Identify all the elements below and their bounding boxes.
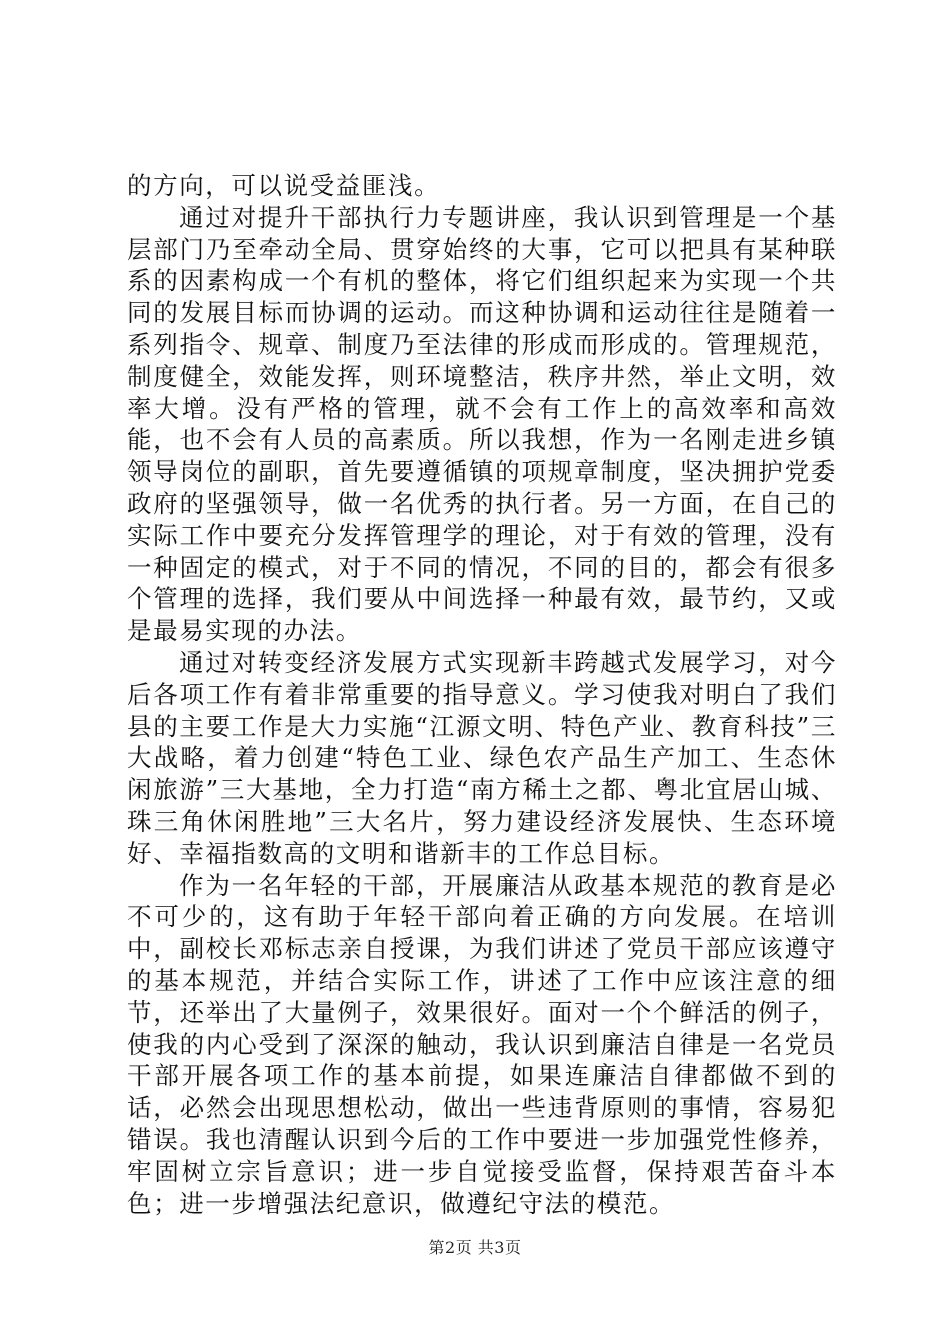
paragraph-3: 通过对转变经济发展方式实现新丰跨越式发展学习，对今后各项工作有着非常重要的指导意义。学习使我对明白了我们县的主要工作是大力实施“江源文明、特色产业、教育科技”三大战略，着力创建“特色工业、绿色农产品生产加工、生态休闲旅游”三大基地，全力打造“南方稀土之都、粤北宜居山城、珠三角休闲胜地”三大名片，努力建设经济发展快、生态环境好、幸福指数高的文明和谐新丰的工作总目标。 — [127, 647, 837, 868]
paragraph-1: 的方向，可以说受益匪浅。 — [127, 171, 441, 200]
page-number-label: 第2页 共3页 — [428, 1238, 522, 1257]
document-body — [127, 170, 837, 1219]
paragraph-4: 作为一名年轻的干部，开展廉洁从政基本规范的教育是必不可少的，这有助于年轻干部向着正确的方向发展。在培训中，副校长邓标志亲自授课，为我们讲述了党员干部应该遵守的基本规范，并结合实际工作，讲述了工作中应该注意的细节，还举出了大量例子，效果很好。面对一个个鲜活的例子，使我的内心受到了深深的触动，我认识到廉洁自律是一名党员干部开展各项工作的基本前提，如果连廉洁自律都做不到的话，必然会出现思想松动，做出一些违背原则的事情，容易犯错误。我也清醒认识到今后的工作中要进一步加强党性修养，牢固树立宗旨意识；进一步自觉接受监督，保持艰苦奋斗本色；进一步增强法纪意识，做遵纪守法的模范。 — [127, 870, 837, 1218]
paragraph-2: 通过对提升干部执行力专题讲座，我认识到管理是一个基层部门乃至牵动全局、贯穿始终的大事，它可以把具有某种联系的因素构成一个有机的整体，将它们组织起来为实现一个共同的发展目标而协调的运动。而这种协调和运动往往是随着一系列指令、规章、制度乃至法律的形成而形成的。管理规范，制度健全，效能发挥，则环境整洁，秩序井然，举止文明，效率大增。没有严格的管理，就不会有工作上的高效率和高效能，也不会有人员的高素质。所以我想，作为一名刚走进乡镇领导岗位的副职，首先要遵循镇的项规章制度，坚决拥护党委政府的坚强领导，做一名优秀的执行者。另一方面，在自己的实际工作中要充分发挥管理学的理论，对于有效的管理，没有一种固定的模式，对于不同的情况，不同的目的，都会有很多个管理的选择，我们要从中间选择一种最有效，最节约，又或是最易实现的办法。 — [127, 202, 837, 646]
page-footer — [0, 1238, 950, 1258]
